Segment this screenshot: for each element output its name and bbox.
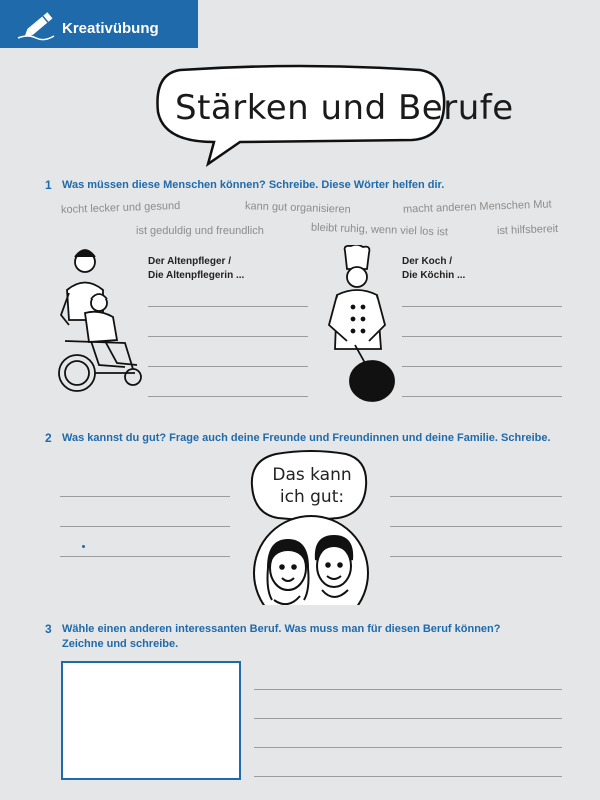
answer-line[interactable]	[148, 336, 308, 337]
hint-word: kann gut organisieren	[244, 200, 351, 216]
pencil-icon	[14, 12, 58, 42]
answer-line[interactable]	[402, 396, 562, 397]
caregiver-illustration	[55, 245, 150, 405]
page-title: Stärken und Berufe	[175, 88, 514, 128]
hint-word: ist geduldig und freundlich	[136, 225, 264, 237]
answer-line[interactable]	[148, 396, 308, 397]
task2-question: Was kannst du gut? Frage auch deine Freunde und Freundinnen und deine Familie. Schreibe.	[62, 432, 551, 444]
chef-illustration	[325, 245, 403, 405]
answer-line[interactable]	[254, 718, 562, 719]
header-label: Kreativübung	[62, 20, 159, 37]
answer-line[interactable]	[60, 496, 230, 497]
hint-word: macht anderen Menschen Mut	[402, 198, 552, 216]
caregiver-label-line2: Die Altenpflegerin ...	[148, 270, 245, 281]
bubble-text-line2: ich gut:	[279, 487, 345, 507]
answer-line[interactable]	[254, 747, 562, 748]
ink-dot	[82, 545, 85, 548]
caregiver-label-line1: Der Altenpfleger /	[148, 256, 231, 267]
task1-number: 1	[45, 178, 52, 192]
answer-line[interactable]	[60, 556, 230, 557]
chef-label-line1: Der Koch /	[402, 256, 453, 267]
drawing-box[interactable]	[61, 661, 241, 780]
chef-label-line2: Die Köchin ...	[402, 270, 466, 281]
hint-word: bleibt ruhig, wenn viel los ist	[310, 221, 449, 239]
hint-word: ist hilfsbereit	[496, 222, 559, 238]
answer-line[interactable]	[254, 689, 562, 690]
answer-line[interactable]	[402, 366, 562, 367]
answer-line[interactable]	[148, 366, 308, 367]
answer-line[interactable]	[390, 496, 562, 497]
answer-line[interactable]	[60, 526, 230, 527]
task1-question: Was müssen diese Menschen können? Schreibe. Diese Wörter helfen dir.	[62, 179, 445, 191]
answer-line[interactable]	[148, 306, 308, 307]
task3-number: 3	[45, 622, 52, 636]
answer-line[interactable]	[254, 776, 562, 777]
answer-line[interactable]	[402, 306, 562, 307]
hint-word: kocht lecker und gesund	[60, 199, 181, 217]
answer-line[interactable]	[402, 336, 562, 337]
answer-line[interactable]	[390, 556, 562, 557]
answer-line[interactable]	[390, 526, 562, 527]
task2-number: 2	[45, 431, 52, 445]
task3-question-line1: Wähle einen anderen interessanten Beruf. Was muss man für diesen Beruf können?	[62, 623, 501, 635]
task3-question-line2: Zeichne und schreibe.	[62, 638, 179, 650]
bubble-text-line1: Das kann	[272, 465, 352, 485]
